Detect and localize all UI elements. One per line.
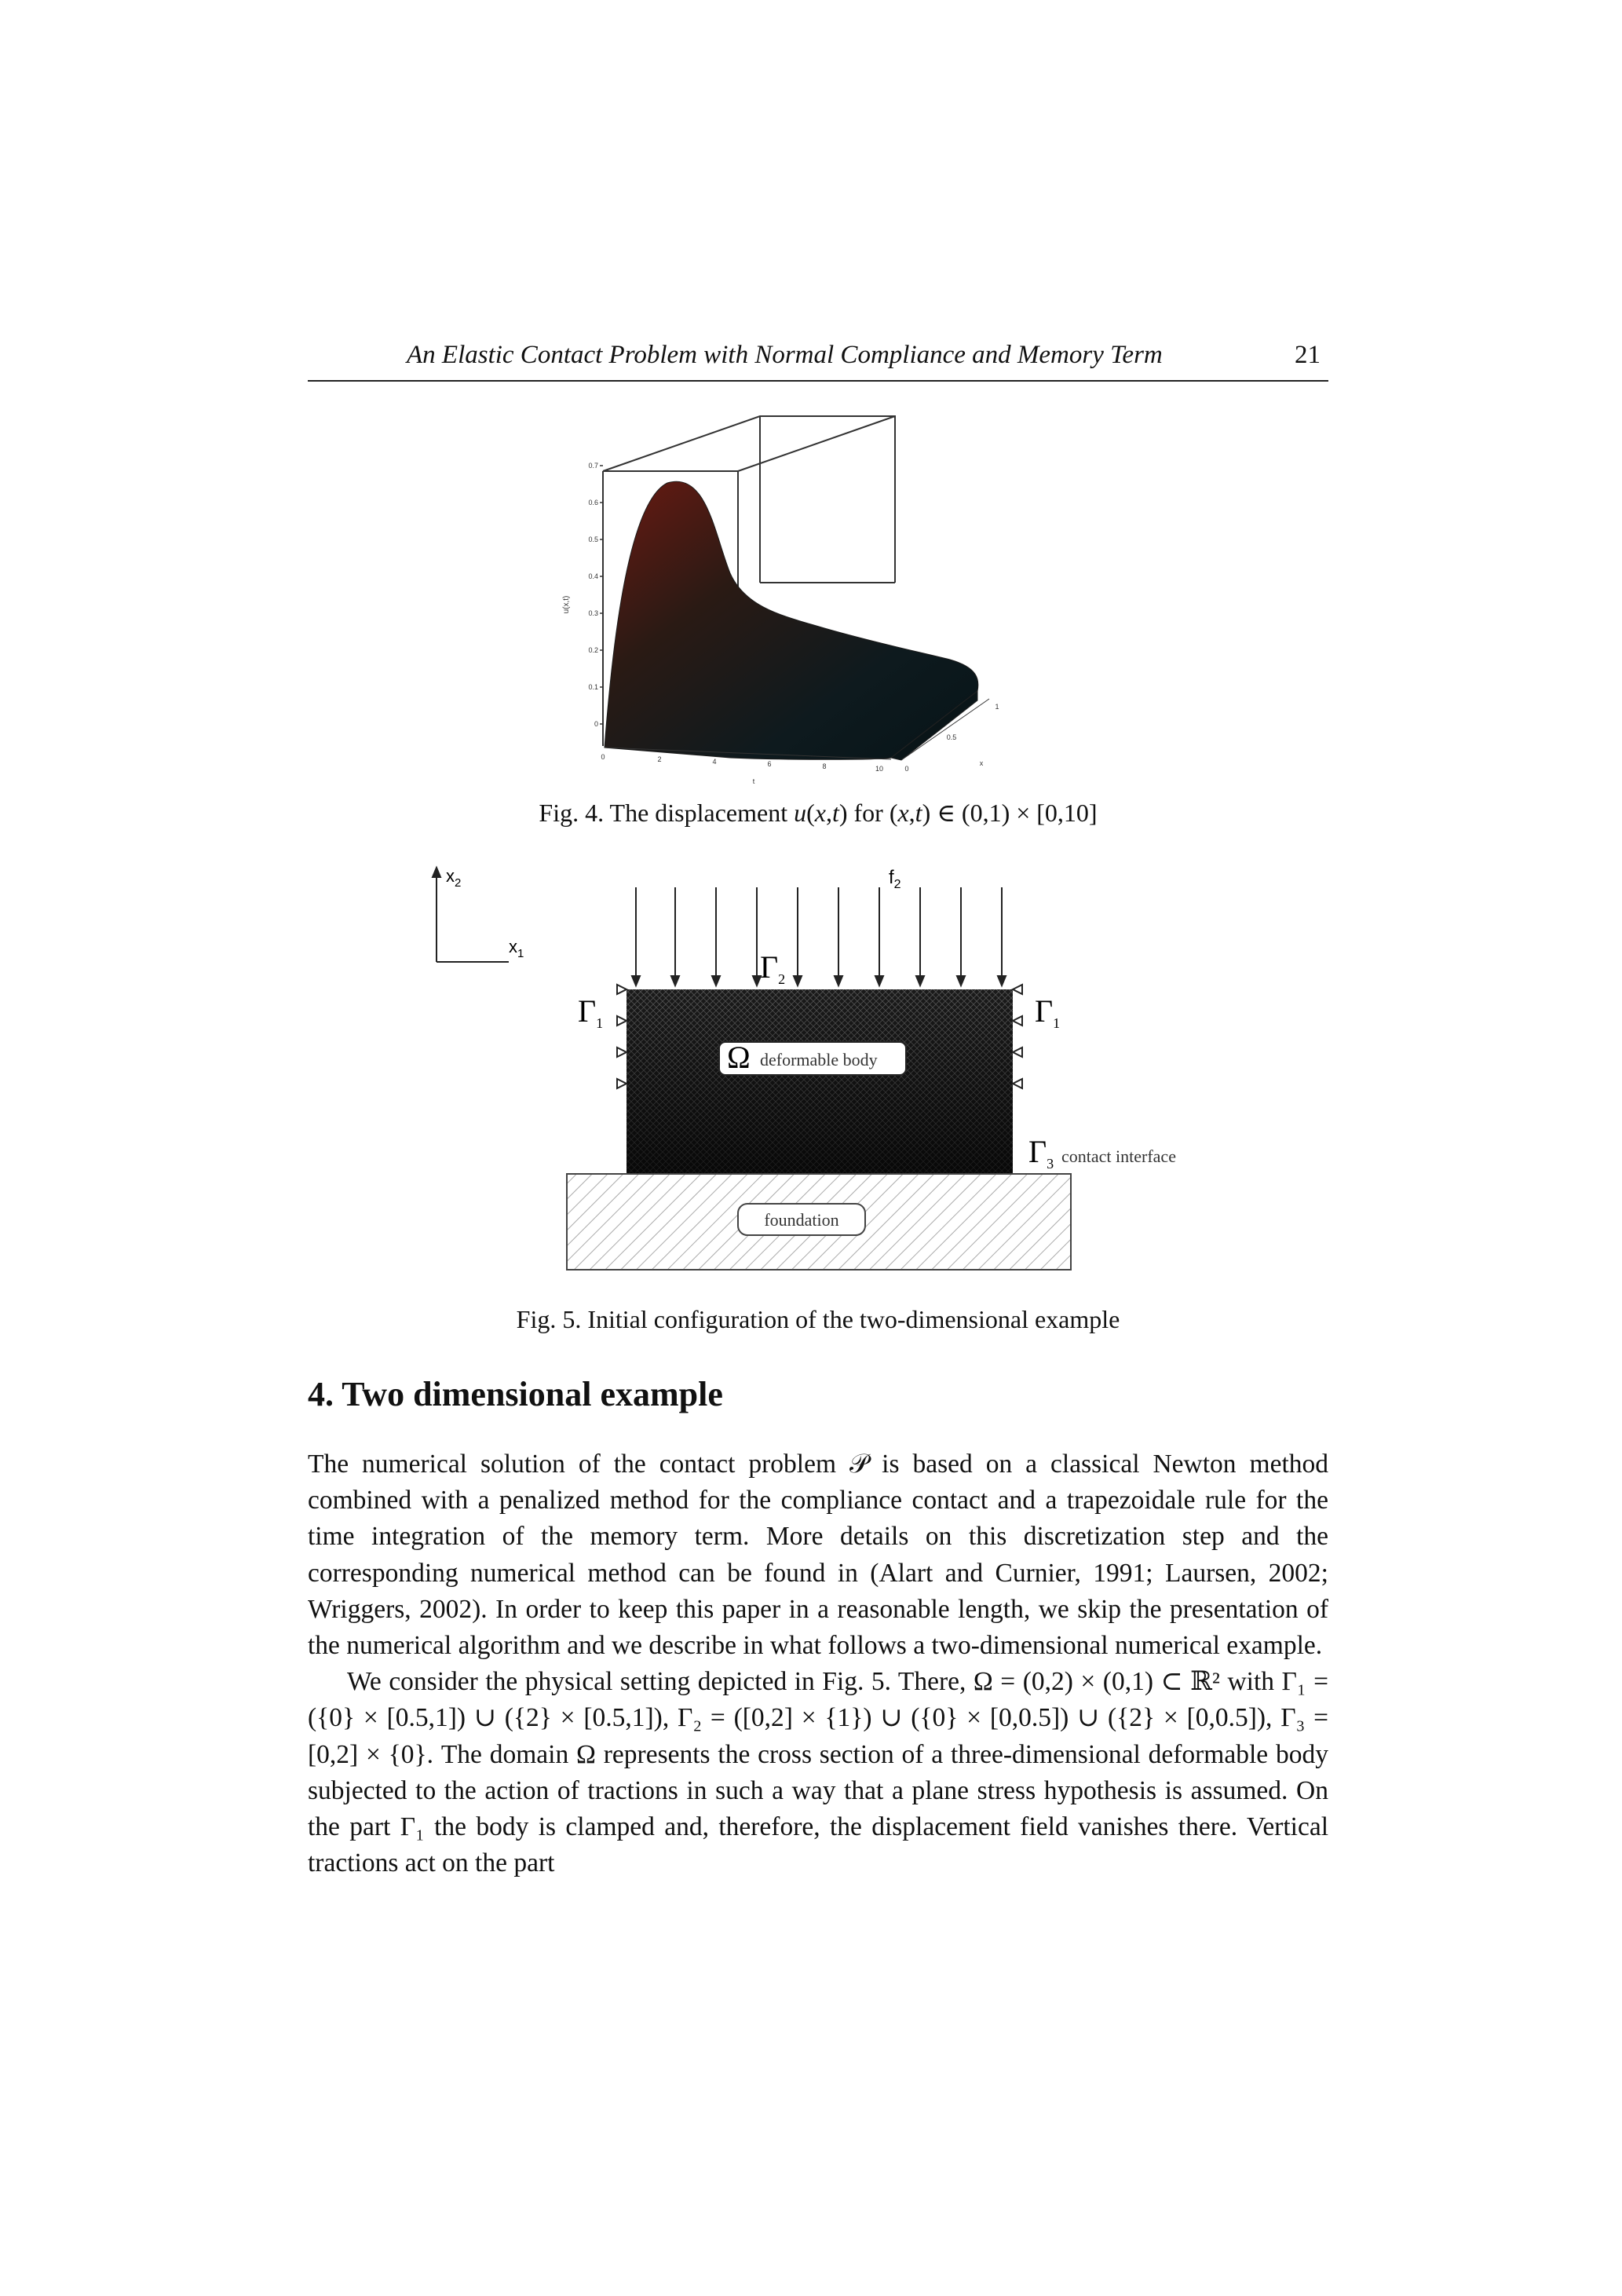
gamma-2-label: $\Gamma_2$	[760, 949, 786, 987]
running-title: An Elastic Contact Problem with Normal Compliance and Memory Term	[407, 341, 1163, 369]
z-axis	[562, 462, 603, 728]
x-tick: 0	[904, 765, 909, 773]
omega-label: Ω	[727, 1040, 751, 1075]
z-tick: 0.1	[588, 683, 598, 691]
t-tick: 10	[875, 765, 884, 773]
t-tick: 6	[767, 760, 772, 768]
section-body	[308, 1446, 1328, 1881]
displacement-surface	[605, 481, 978, 759]
gamma-3-label: $\Gamma_3$	[1028, 1134, 1054, 1172]
gamma-1-left-label: $\Gamma_1$	[578, 993, 604, 1031]
z-tick: 0.7	[588, 462, 598, 470]
x-tick: 1	[995, 703, 999, 711]
axis-x2-label: $x_2$	[446, 866, 462, 890]
t-tick: 0	[601, 753, 605, 761]
x-axis-label: x	[979, 759, 984, 767]
t-tick: 2	[657, 755, 662, 763]
paragraph-1: The numerical solution of the contact problem 𝒫 is based on a classical Newton method combined with a penalized method for the compliance contact and a trapezoidale rule for the time integration of the memory term. More details on this discretization step and the corresponding numerical method can be found in (Alart and Curnier, 1991; Laursen, 2002; Wriggers, 2002). In order to keep this paper in a reasonable length, we skip the presentation of the numerical algorithm and we describe in what follows a two-dimensional numerical example.	[308, 1450, 1328, 1661]
figure-4-surface-plot	[550, 408, 1068, 785]
page-number: 21	[1295, 341, 1321, 369]
t-tick: 8	[822, 762, 827, 770]
z-tick: 0	[594, 720, 598, 728]
z-tick: 0.6	[588, 499, 598, 506]
contact-interface-label: contact interface	[1061, 1146, 1176, 1166]
axis-x1-label: $x_1$	[509, 937, 524, 960]
paragraph-2: We consider the physical setting depicted in Fig. 5. There, Ω = (0,2) × (0,1) ⊂ ℝ² with Γ₁ = ({0} × [0.5,1]) ∪ ({2} × [0.5,1]), Γ₂ = ([0,2] × {1}) ∪ ({0} × [0,0.5]) ∪ ({2} × [0,0.5]), Γ₃ = [0,2] × {0}. The domain Ω represents the cross section of a three-dimensional deformable body subjected to the action of tractions in such a way that a plane stress hypothesis is assumed. On the part Γ₁ the body is clamped and, therefore, the displacement field vanishes there. Vertical tractions act on the part	[308, 1667, 1328, 1878]
t-tick: 4	[712, 758, 717, 766]
running-header	[308, 338, 1328, 382]
z-axis-label: u(x,t)	[562, 595, 571, 614]
gamma-1-right-label: $\Gamma_1$	[1035, 993, 1061, 1031]
z-tick: 0.5	[588, 536, 598, 543]
figure-4-caption: Fig. 4. The displacement u(x,t) for (x,t) ∈ (0,1) × [0,10]	[539, 799, 1098, 827]
traction-arrows	[632, 887, 1006, 985]
foundation-label: foundation	[764, 1210, 839, 1230]
z-tick: 0.2	[588, 646, 598, 654]
z-tick: 0.3	[588, 609, 598, 617]
t-axis-label: t	[752, 777, 755, 785]
coordinate-axes	[433, 868, 509, 962]
figure-5-caption: Fig. 5. Initial configuration of the two-dimensional example	[516, 1305, 1120, 1333]
force-label: $f_2$	[889, 867, 901, 891]
x-tick: 0.5	[946, 733, 957, 741]
section-title: 4. Two dimensional example	[308, 1375, 723, 1413]
z-tick: 0.4	[588, 572, 598, 580]
deformable-body-label: deformable body	[760, 1050, 878, 1069]
figure-5-diagram	[408, 860, 1288, 1284]
